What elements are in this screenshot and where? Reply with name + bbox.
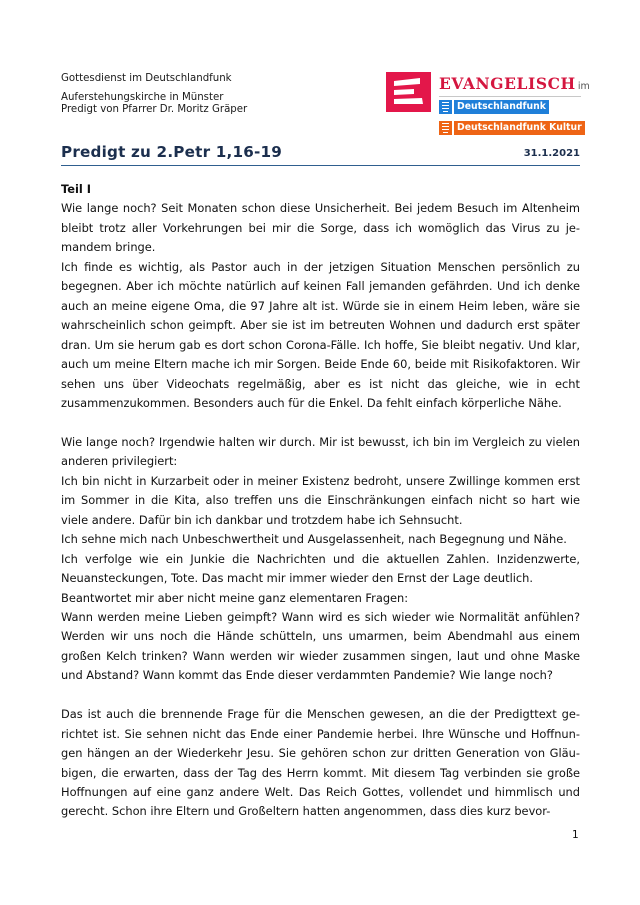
- page-number: 1: [572, 829, 579, 841]
- document-header: [61, 73, 247, 117]
- paragraph-spacer: [61, 686, 580, 705]
- logo-wordmark: [439, 74, 590, 93]
- paragraph: Wann werden meine Lieben geimpft? Wann wird es sich wieder wie Normalität anfühlen? Werden wir uns noch die Hände schütteln, uns umarmen, beim Abendmahl aus einem großen Kelch trinken? Wann werden wir wieder zusammen singen, laut und ohne Maske und Abstand? Wann kommt das Ende dieser verdammten Pandemie? Wie lange noch?: [61, 609, 580, 683]
- section-heading: Teil I: [61, 182, 91, 196]
- paragraph-spacer: [61, 413, 580, 432]
- deutschlandfunk-icon: [439, 100, 452, 114]
- evangelisch-e-icon: [386, 72, 431, 112]
- document-date: 31.1.2021: [523, 148, 580, 159]
- paragraph: Das ist auch die brennende Frage für die Menschen gewesen, an die der Predigttext gerichtet ist. Sie sehnen nicht das Ende einer Pandemie herbei. Ihre Wünsche und Hoffnungen hängen an der Wiederkehr Jesu. Sie gehören schon zur dritten Generation von Gläubigen, die erwarten, dass der Tag des Herrn kommt. Mit diesem Tag verbinden sie große Hoffnungen auf eine ganz andere Welt. Das Reich Gottes, vollendet und himmlisch und gerecht. Schon ihre Eltern und Großeltern hatten angenommen, dass dies kurz bevor-: [61, 707, 580, 819]
- paragraph: Ich verfolge wie ein Junkie die Nachrichten und die aktuellen Zahlen. Inzidenzwerte, Neuansteckungen, Tote. Das macht mir immer wieder den Ernst der Lage deutlich.: [61, 551, 580, 586]
- deutschlandfunk-kultur-icon: [439, 121, 452, 135]
- deutschlandfunk-kultur-badge: [439, 121, 585, 135]
- preacher-name: Predigt von Pfarrer Dr. Moritz Gräper: [61, 104, 248, 115]
- deutschlandfunk-kultur-label: Deutschlandfunk Kultur: [454, 121, 585, 135]
- deutschlandfunk-label: Deutschlandfunk: [454, 100, 549, 114]
- page-title: Predigt zu 2.Petr 1,16-19: [61, 143, 283, 161]
- church-name: Auferstehungskirche in Münster: [61, 91, 224, 103]
- wordmark-text: EVANGELISCH: [439, 74, 576, 93]
- logo-divider: [439, 96, 581, 97]
- deutschlandfunk-badge: [439, 100, 549, 114]
- paragraph: Wie lange noch? Seit Monaten schon diese Unsicherheit. Bei jedem Besuch im Altenheim bleibt trotz aller Vorkehrungen bei mir die Sorge, dass ich womöglich das Virus zu jemandem bringe.: [61, 201, 580, 255]
- wordmark-suffix: im: [577, 81, 590, 92]
- program-name: Gottesdienst im Deutschlandfunk: [61, 73, 232, 84]
- paragraph: Ich finde es wichtig, als Pastor auch in der jetzigen Situation Menschen persönlich zu begegnen. Aber ich möchte natürlich auf keinen Fall jemanden gefährden. Und ich denke auch an meine eigene Oma, die 97 Jahre alt ist. Würde sie in einem Heim leben, wäre sie wahrscheinlich schon geimpft. Aber sie ist im betreuten Wohnen und dadurch erst später dran. Um sie herum gab es dort schon Corona-Fälle. Ich hoffe, Sie bleibt negativ. Und klar, auch um meine Eltern mache ich mir Sorgen. Beide Ende 60, beide mit Risikofaktoren. Wir sehen uns über Videochats regelmäßig, aber es ist nicht das gleiche, wie in echt zusammenzukommen. Besonders auch für die Enkel. Da fehlt einfach körperliche Nähe.: [61, 259, 580, 410]
- paragraph: Ich sehne mich nach Unbeschwertheit und Ausgelassenheit, nach Begegnung und Nähe.: [61, 532, 567, 547]
- paragraph: Ich bin nicht in Kurzarbeit oder in meiner Existenz bedroht, unsere Zwillinge kommen erst im Sommer in die Kita, also treffen uns die Einschränkungen einfach nicht so hart wie viele andere. Dafür bin ich dankbar und trotzdem habe ich Sehnsucht.: [61, 473, 580, 527]
- paragraph: Beantwortet mir aber nicht meine ganz elementaren Fragen:: [61, 590, 409, 605]
- sermon-body: [61, 180, 580, 822]
- paragraph: Wie lange noch? Irgendwie halten wir durch. Mir ist bewusst, ich bin im Vergleich zu vielen anderen privilegiert:: [61, 434, 580, 469]
- evangelisch-logo: [386, 72, 590, 140]
- title-row: [61, 143, 580, 166]
